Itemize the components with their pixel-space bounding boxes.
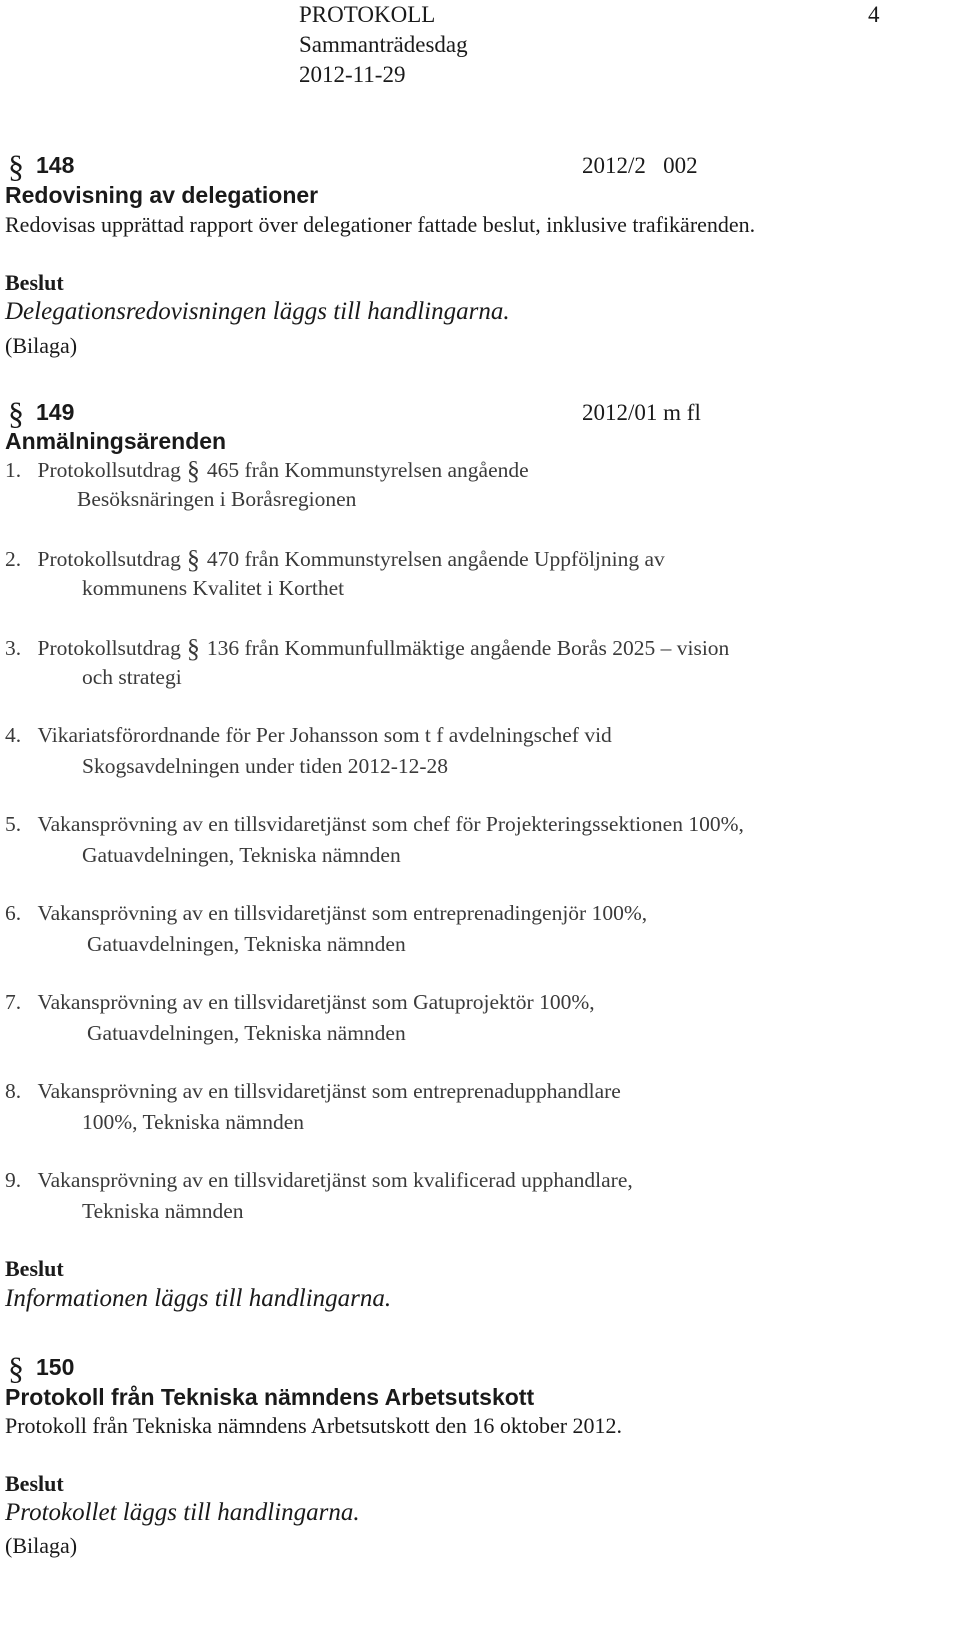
beslut-text: Protokollet läggs till handlingarna.: [5, 1499, 360, 1526]
item-line1: Vakansprövning av en tillsvidaretjänst som chef för Projekteringssektionen 100%,: [37, 812, 744, 836]
item-line2: 100%, Tekniska nämnden: [82, 1110, 305, 1134]
section-text: Redovisas upprättad rapport över delegationer fattade beslut, inklusive trafikärenden.: [5, 212, 756, 237]
paragraph-sign: §: [8, 1350, 24, 1386]
paragraph-sign: §: [186, 634, 200, 663]
section-title: Redovisning av delegationer: [5, 182, 319, 208]
item-number: 9.: [5, 1168, 22, 1192]
paragraph-sign: §: [8, 148, 24, 184]
list-item: [5, 1168, 633, 1193]
section-number: 148: [36, 152, 75, 178]
bilaga-note: (Bilaga): [5, 1533, 78, 1558]
item-line2: och strategi: [82, 665, 182, 689]
item-number: 8.: [5, 1079, 22, 1103]
item-number: 5.: [5, 812, 22, 836]
item-line1: Vakansprövning av en tillsvidaretjänst som entreprenadupphandlare: [37, 1079, 621, 1103]
item-number: 6.: [5, 901, 22, 925]
list-item: [5, 1079, 621, 1104]
diary-reference: 2012/01 m fl: [582, 400, 701, 425]
item-line1: 136 från Kommunfullmäktige angående Borås 2025 – vision: [206, 636, 730, 660]
item-number: 4.: [5, 723, 22, 747]
diary-reference: 2012/2 002: [582, 153, 698, 178]
section-title: Protokoll från Tekniska nämndens Arbetsutskott: [5, 1384, 535, 1410]
item-line1: Vikariatsförordnande för Per Johansson som t f avdelningschef vid: [37, 723, 612, 747]
item-prefix: Protokollsutdrag: [37, 547, 181, 571]
paragraph-sign: §: [186, 456, 200, 485]
item-line2: Besöksnäringen i Boråsregionen: [77, 487, 357, 511]
item-line2: kommunens Kvalitet i Korthet: [82, 576, 345, 600]
list-item: [5, 634, 729, 664]
section-text: Protokoll från Tekniska nämndens Arbetsutskott den 16 oktober 2012.: [5, 1413, 623, 1438]
document-title: PROTOKOLL: [299, 2, 436, 27]
section-number: 150: [36, 1354, 75, 1380]
item-prefix: Protokollsutdrag: [37, 458, 181, 482]
beslut-label: Beslut: [5, 1471, 64, 1496]
list-item: [5, 901, 647, 926]
item-line1: Vakansprövning av en tillsvidaretjänst som Gatuprojektör 100%,: [37, 990, 595, 1014]
item-line1: 465 från Kommunstyrelsen angående: [206, 458, 529, 482]
item-number: 1.: [5, 458, 22, 482]
item-line2: Skogsavdelningen under tiden 2012-12-28: [82, 754, 449, 778]
item-number: 3.: [5, 636, 22, 660]
meeting-date: 2012-11-29: [299, 62, 406, 87]
section-150-heading: [5, 1350, 75, 1386]
section-number: 149: [36, 399, 75, 425]
item-line1: Vakansprövning av en tillsvidaretjänst som kvalificerad upphandlare,: [37, 1168, 633, 1192]
beslut-label: Beslut: [5, 270, 64, 295]
bilaga-note: (Bilaga): [5, 333, 78, 358]
item-line1: Vakansprövning av en tillsvidaretjänst som entreprenadingenjör 100%,: [37, 901, 648, 925]
item-prefix: Protokollsutdrag: [37, 636, 181, 660]
section-title: Anmälningsärenden: [5, 428, 227, 454]
item-line2: Gatuavdelningen, Tekniska nämnden: [87, 932, 406, 956]
list-item: [5, 812, 744, 837]
paragraph-sign: §: [8, 395, 24, 431]
list-item: [5, 990, 595, 1015]
item-line2: Tekniska nämnden: [82, 1199, 244, 1223]
item-line2: Gatuavdelningen, Tekniska nämnden: [87, 1021, 406, 1045]
section-149-heading: [5, 395, 75, 431]
list-item: [5, 456, 529, 486]
list-item: [5, 545, 665, 575]
paragraph-sign: §: [186, 545, 200, 574]
item-number: 2.: [5, 547, 22, 571]
meeting-label: Sammanträdesdag: [299, 32, 468, 57]
list-item: [5, 723, 612, 748]
item-number: 7.: [5, 990, 22, 1014]
beslut-label: Beslut: [5, 1256, 64, 1281]
section-148-heading: [5, 148, 75, 184]
beslut-text: Delegationsredovisningen läggs till handlingarna.: [5, 298, 510, 325]
beslut-text: Informationen läggs till handlingarna.: [5, 1285, 392, 1312]
item-line1: 470 från Kommunstyrelsen angående Uppföljning av: [206, 547, 665, 571]
page-number: 4: [868, 2, 880, 27]
item-line2: Gatuavdelningen, Tekniska nämnden: [82, 843, 401, 867]
